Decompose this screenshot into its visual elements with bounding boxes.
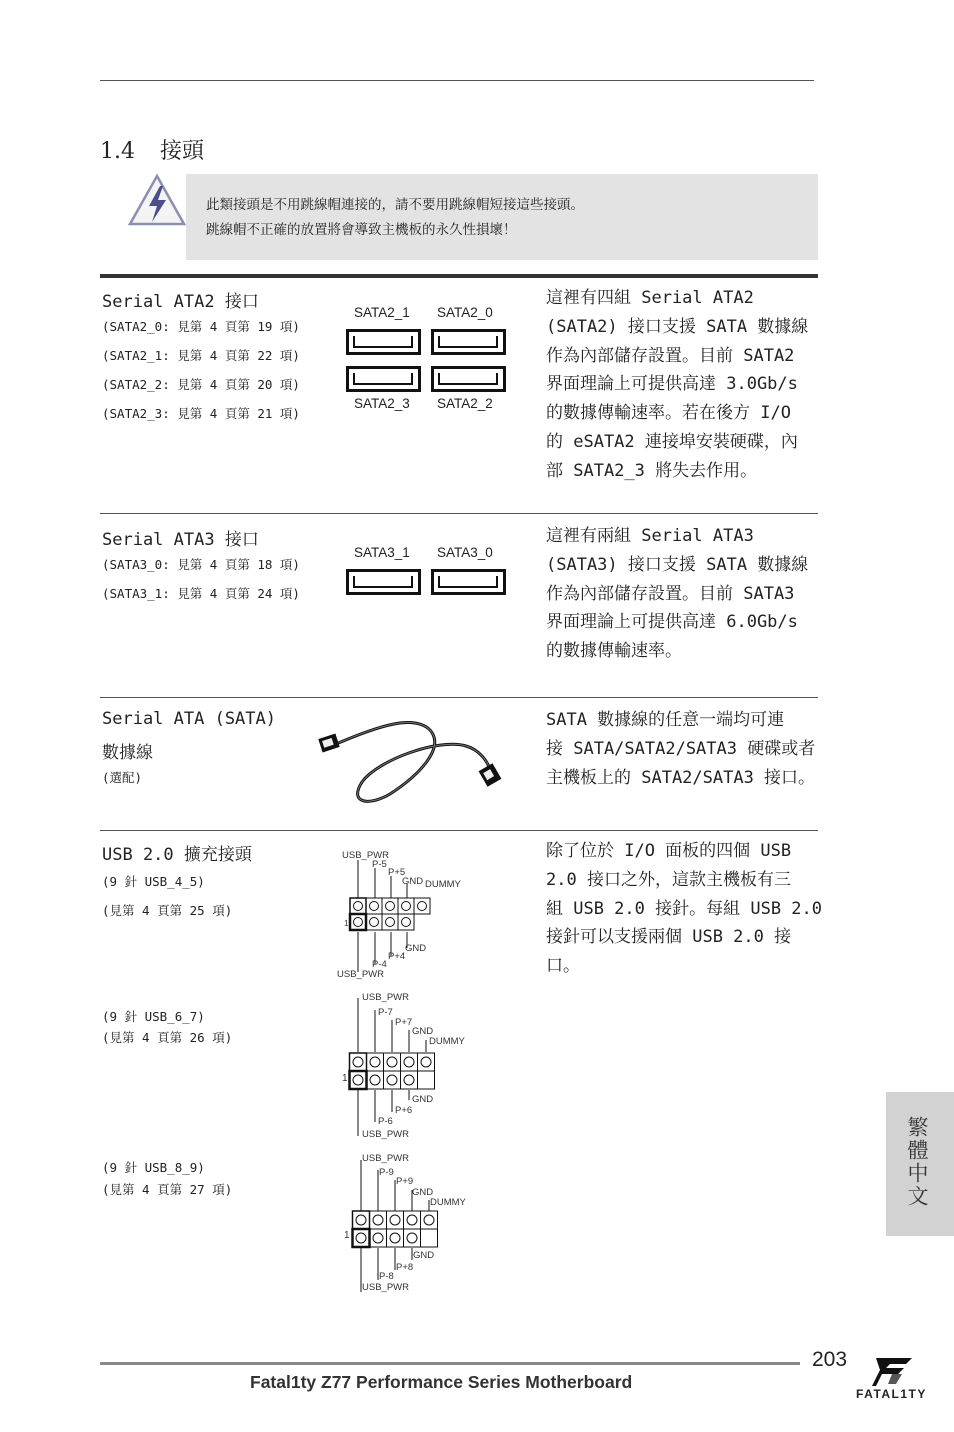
warning-box: [186, 174, 818, 260]
fatal1ty-logo-icon: [870, 1354, 916, 1390]
usb-header-diagram: USB_PWR P-9 P+9 GND DUMMY 1 GND P+8 P-8 USB_PWR: [344, 1153, 466, 1293]
footer-title: Fatal1ty Z77 Performance Series Motherboard: [250, 1372, 633, 1392]
sata2-label: SATA2_3: [354, 396, 410, 411]
sata2-description: 這裡有四組 Serial ATA2 (SATA2) 接口支援 SATA 數據線 作為內部儲存設置。目前 SATA2 界面理論上可提供高達 3.0Gb/s 的數據傳輸速率。若在後方 I/O 的 eSATA2 連接埠安裝硬碟，內 部 SATA2_3 將失去作用。: [546, 288, 809, 481]
sata2-refs: [102, 312, 300, 428]
sata2-connector-diagram: [346, 329, 506, 393]
sata2-ref: (SATA2_0: 見第 4 頁第 19 項): [102, 319, 300, 334]
sata3-label: SATA3_1: [354, 545, 410, 560]
usb-header-ref: (見第 4 頁第 25 項): [102, 903, 233, 918]
sata3-description: 這裡有兩組 Serial ATA3 (SATA3) 接口支援 SATA 數據線 作為內部儲存設置。目前 SATA3 界面理論上可提供高達 6.0Gb/s 的數據傳輸速率。: [546, 526, 809, 662]
warning-line-1: 此類接頭是不用跳線帽連接的，請不要用跳線帽短接這些接頭。: [206, 197, 584, 213]
usb-title: USB 2.0 擴充接頭: [102, 845, 252, 865]
section-number: 1.4: [100, 139, 135, 164]
sata2-title: Serial ATA2 接口: [102, 292, 259, 312]
sata-cable-image: [318, 716, 506, 804]
cable-description: SATA 數據線的任意一端均可連 接 SATA/SATA2/SATA3 硬碟或者 主機板上的 SATA2/SATA3 接口。: [546, 710, 816, 788]
sata2-label: SATA2_2: [437, 396, 493, 411]
sata3-connector-diagram: [346, 569, 506, 595]
cable-note: (選配): [102, 770, 143, 785]
sata3-refs: [102, 550, 300, 608]
cable-title-2: 數據線: [102, 743, 153, 763]
divider: [100, 697, 818, 698]
warning-icon: [126, 172, 188, 230]
fatal1ty-logo-text: FATAL1TY: [856, 1387, 927, 1401]
warning-line-2: 跳線帽不正確的放置將會導致主機板的永久性損壞！: [206, 222, 517, 238]
sata2-label: SATA2_1: [354, 305, 410, 320]
usb-header-pins: (9 針 USB_8_9): [102, 1160, 205, 1175]
sata3-ref: (SATA3_0: 見第 4 頁第 18 項): [102, 557, 300, 572]
side-tab-label: 繁體中文: [905, 1116, 929, 1208]
divider: [100, 830, 818, 831]
top-rule: [100, 80, 814, 81]
cable-title: Serial ATA (SATA): [102, 709, 276, 729]
sata2-ref: (SATA2_1: 見第 4 頁第 22 項): [102, 348, 300, 363]
usb-header-ref: (見第 4 頁第 26 項): [102, 1030, 233, 1045]
sata3-label: SATA3_0: [437, 545, 493, 560]
sata3-title: Serial ATA3 接口: [102, 530, 259, 550]
usb-header-diagram: USB_PWR P-5 P+5 GND DUMMY 1 GND P+4 P-4 USB_PWR: [337, 850, 461, 980]
page-number: 203: [812, 1348, 848, 1371]
footer-rule: [100, 1362, 800, 1365]
usb-header-ref: (見第 4 頁第 27 項): [102, 1182, 233, 1197]
section-rule: [100, 274, 818, 278]
usb-description: 除了位於 I/O 面板的四個 USB 2.0 接口之外，這款主機板有三 組 USB 2.0 接針。每組 USB 2.0 接針可以支援兩個 USB 2.0 接 口。: [546, 841, 822, 977]
section-title: 接頭: [160, 139, 205, 164]
sata2-ref: (SATA2_2: 見第 4 頁第 20 項): [102, 377, 300, 392]
divider: [100, 513, 818, 514]
sata2-label: SATA2_0: [437, 305, 493, 320]
usb-header-pins: (9 針 USB_6_7): [102, 1009, 205, 1024]
sata3-ref: (SATA3_1: 見第 4 頁第 24 項): [102, 586, 300, 601]
sata2-ref: (SATA2_3: 見第 4 頁第 21 項): [102, 406, 300, 421]
language-side-tab: [886, 1092, 954, 1236]
usb-header-pins: (9 針 USB_4_5): [102, 874, 205, 889]
usb-header-diagram: USB_PWR P-7 P+7 GND DUMMY 1 GND P+6 P-6 USB_PWR: [342, 992, 465, 1140]
section-heading: [100, 134, 204, 165]
